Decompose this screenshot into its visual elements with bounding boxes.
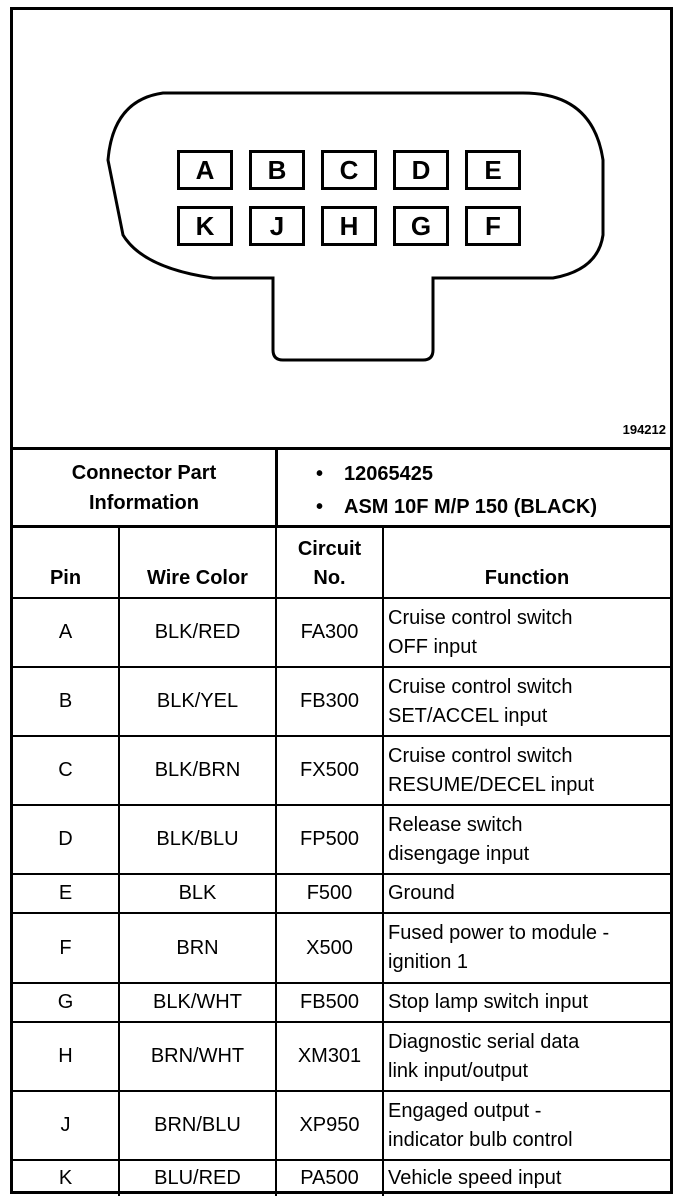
table-row [13, 805, 670, 874]
function-line2: indicator bulb control [388, 1128, 573, 1151]
pin-cavity-e [465, 150, 521, 190]
connector-diagram [13, 10, 670, 450]
wire-color-cell: BRN/WHT [119, 1022, 276, 1091]
function-cell [383, 667, 670, 736]
function-line1: Fused power to module - [388, 922, 610, 944]
function-line1: Cruise control switch [388, 675, 573, 698]
function-cell [383, 805, 670, 874]
pin-cavity-label: H [339, 210, 359, 241]
circuit-cell: XP950 [276, 1091, 383, 1160]
circuit-cell: XM301 [276, 1022, 383, 1091]
function-line1: Release switch [388, 813, 523, 836]
circuit-cell: FX500 [276, 736, 383, 805]
header-circuit-line2: No. [313, 567, 346, 589]
pin-cell: F [13, 913, 119, 983]
table-row [13, 1160, 670, 1196]
pin-cavity-label: K [195, 210, 215, 241]
pin-cavity-a [177, 150, 233, 190]
function-line1: Ground [388, 882, 455, 904]
pin-cell: C [13, 736, 119, 805]
function-cell [383, 1160, 670, 1196]
pin-cavity-c [321, 150, 377, 190]
pin-cell: H [13, 1022, 119, 1091]
wire-color-cell: BLK/BRN [119, 736, 276, 805]
circuit-cell: PA500 [276, 1160, 383, 1196]
pin-cavity-g [393, 206, 449, 246]
header-wire-color: Wire Color [119, 528, 276, 598]
function-cell [383, 1022, 670, 1091]
function-line1: Stop lamp switch input [388, 991, 589, 1013]
table-row [13, 667, 670, 736]
table-row [13, 983, 670, 1022]
part-number-item [316, 463, 433, 486]
function-line1: Cruise control switch [388, 744, 573, 767]
circuit-cell: F500 [276, 874, 383, 913]
function-cell [383, 1091, 670, 1160]
function-line2: link input/output [388, 1059, 529, 1082]
assembly-description: ASM 10F M/P 150 (BLACK) [344, 496, 598, 518]
table-header-row [13, 528, 670, 598]
function-line1: Vehicle speed input [388, 1167, 562, 1189]
function-line2: ignition 1 [388, 951, 469, 973]
wire-color-cell: BLK/RED [119, 598, 276, 667]
function-line1: Diagnostic serial data [388, 1030, 580, 1053]
header-circuit [276, 528, 383, 598]
wire-color-cell: BLK [119, 874, 276, 913]
part-info-label-line2: Information [89, 491, 199, 514]
pin-cavity-b [249, 150, 305, 190]
pin-cavity-h [321, 206, 377, 246]
function-line2: disengage input [388, 842, 530, 865]
table-row [13, 598, 670, 667]
part-info-label-line1: Connector Part [71, 461, 217, 484]
pin-cavity-label: A [195, 154, 215, 185]
table-row [13, 1091, 670, 1160]
connector-part-info [13, 450, 670, 528]
circuit-cell: FA300 [276, 598, 383, 667]
function-line2: SET/ACCEL input [388, 704, 548, 727]
connector-sheet [10, 7, 673, 1194]
part-number: 12065425 [344, 463, 433, 485]
table-row [13, 736, 670, 805]
function-cell [383, 598, 670, 667]
pin-cell: E [13, 874, 119, 913]
pin-cavity-f [465, 206, 521, 246]
pin-cavity-label: D [411, 154, 431, 185]
pin-cavity-label: B [267, 154, 287, 185]
function-line1: Cruise control switch [388, 606, 573, 629]
wire-color-cell: BLU/RED [119, 1160, 276, 1196]
figure-id: 194212 [622, 422, 666, 437]
pin-cell: B [13, 667, 119, 736]
pin-cavity-label: F [485, 210, 501, 241]
wire-color-cell: BLK/YEL [119, 667, 276, 736]
circuit-cell: X500 [276, 913, 383, 983]
assembly-item [316, 496, 597, 519]
wire-color-cell: BLK/BLU [119, 805, 276, 874]
function-cell [383, 736, 670, 805]
table-row [13, 1022, 670, 1091]
circuit-cell: FP500 [276, 805, 383, 874]
pin-cell: D [13, 805, 119, 874]
wire-color-cell: BRN/BLU [119, 1091, 276, 1160]
pin-cavity-d [393, 150, 449, 190]
bullet-icon: • [316, 496, 324, 518]
wire-color-cell: BRN [119, 913, 276, 983]
pin-cavity-label: E [484, 154, 502, 185]
pin-cell: A [13, 598, 119, 667]
pin-cell: K [13, 1160, 119, 1196]
part-info-list [278, 450, 670, 525]
function-line2: RESUME/DECEL input [388, 773, 594, 796]
circuit-cell: FB500 [276, 983, 383, 1022]
function-cell [383, 983, 670, 1022]
pin-cavity-label: J [269, 210, 285, 241]
pin-cavity-label: G [410, 210, 432, 241]
function-line2: OFF input [388, 635, 477, 658]
header-circuit-line1: Circuit [297, 538, 362, 560]
pin-cavity-k [177, 206, 233, 246]
circuit-cell: FB300 [276, 667, 383, 736]
part-info-label [13, 450, 278, 525]
function-cell [383, 913, 670, 983]
header-pin: Pin [13, 528, 119, 598]
wire-color-cell: BLK/WHT [119, 983, 276, 1022]
pin-cell: J [13, 1091, 119, 1160]
pinout-table [13, 528, 670, 1196]
pin-cell: G [13, 983, 119, 1022]
function-line1: Engaged output - [388, 1099, 542, 1122]
pin-cavity-j [249, 206, 305, 246]
header-function: Function [383, 528, 670, 598]
bullet-icon: • [316, 463, 324, 485]
table-row [13, 874, 670, 913]
table-row [13, 913, 670, 983]
function-cell [383, 874, 670, 913]
pin-cavity-label: C [339, 154, 359, 185]
